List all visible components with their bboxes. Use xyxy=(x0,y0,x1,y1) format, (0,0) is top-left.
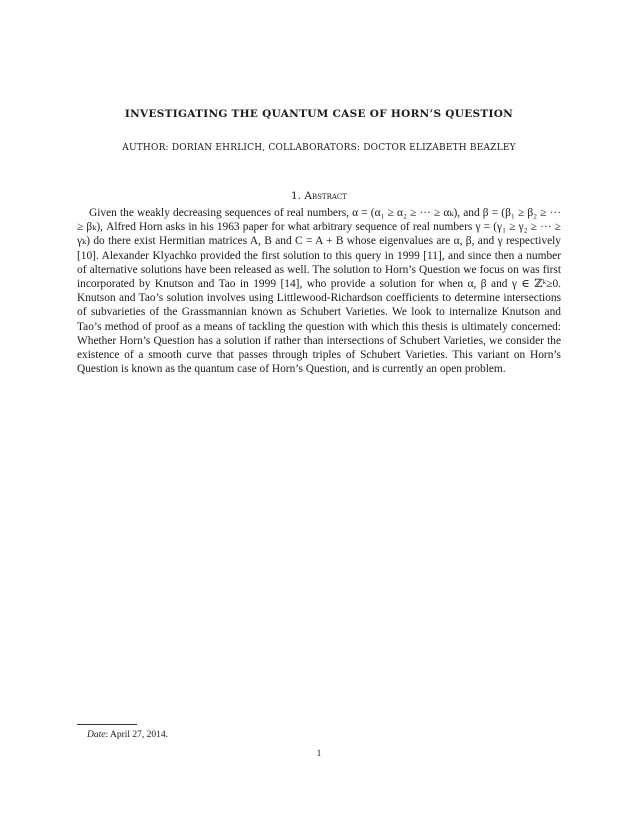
footnote-text: : April 27, 2014. xyxy=(105,730,169,740)
abstract-paragraph: Given the weakly decreasing sequences of real numbers, α = (α₁ ≥ α₂ ≥ ··· ≥ αₖ), and β = (β₁ ≥ β₂ ≥ ··· ≥ βₖ), Alfred Horn asks in his 1963 paper for what arbitrary sequence of real numbers γ = (γ₁ ≥ γ₂ ≥ ··· ≥ γₖ) do there exist Hermitian matrices A, B and C = A + B whose eigenvalues are α, β, and γ respectively [10]. Alexander Klyachko provided the first solution to this query in 1999 [11], and since then a number of alternative solutions have been released as well. The solution to Horn’s Question we focus on was first incorporated by Knutson and Tao in 1999 [14], who provide a solution for when α, β and γ ∈ ℤᵏ≥0. Knutson and Tao’s solution involves using Littlewood-Richardson coefficients to determine intersections of subvarieties of the Grassmannian known as Schubert Varieties. We look to internalize Knutson and Tao’s method of proof as a means of tackling the question with which this thesis is ultimately concerned: Whether Horn’s Question has a solution if rather than intersections of Schubert Varieties, we consider the existence of a smooth curve that passes through triples of Schubert Varieties. This variant on Horn’s Question is known as the quantum case of Horn’s Question, and is currently an open problem. xyxy=(77,207,561,376)
section-title: Abstract xyxy=(304,190,347,202)
footnote-divider xyxy=(77,724,137,725)
author-line: AUTHOR: DORIAN EHRLICH, COLLABORATORS: DOCTOR ELIZABETH BEAZLEY xyxy=(122,143,516,153)
paper-title: INVESTIGATING THE QUANTUM CASE OF HORN’S QUESTION xyxy=(124,108,514,120)
footnote-label: Date xyxy=(87,730,106,740)
date-footnote xyxy=(87,730,168,740)
section-heading xyxy=(0,190,638,202)
page-number: 1 xyxy=(316,748,322,758)
section-number: 1. xyxy=(291,190,302,202)
